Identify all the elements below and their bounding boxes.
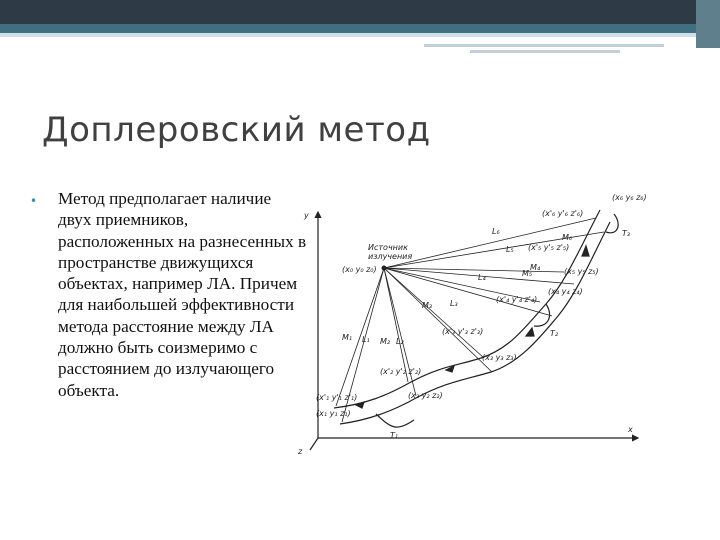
ray-label: M₁ xyxy=(342,333,353,342)
ray-label: M₂ xyxy=(380,337,391,346)
ray-label: L₅ xyxy=(506,245,514,254)
ray-label: L₃ xyxy=(450,299,458,308)
ray-label: M₄ xyxy=(530,263,541,272)
slide-title: Доплеровский метод xyxy=(42,110,431,150)
point-label: (x₆ y₆ z₆) xyxy=(612,193,647,202)
header-accent-bar xyxy=(0,24,720,33)
t1-bracket xyxy=(376,414,414,427)
doppler-diagram xyxy=(296,176,686,458)
point-label: (x'₅ y'₅ z'₅) xyxy=(528,243,570,252)
point-label: (x₁ y₁ z₁) xyxy=(316,409,351,418)
ray-label: L₁ xyxy=(362,335,370,344)
bullet-icon: • xyxy=(30,194,38,208)
source-point xyxy=(382,266,387,271)
point-label: (x'₆ y'₆ z'₆) xyxy=(542,209,584,218)
axis-z-label: z xyxy=(298,447,303,456)
point-label: (x'₁ y'₁ z'₁) xyxy=(316,393,358,402)
bullet-text: Метод предполагает наличие двух приемников, расположенных на разнесенных в пространстве движущихся объектах, например ЛА. Причем для наибольшей эффективности метода расстояние между ЛА должно быть соизмеримо с расстоянием до излучающего объекта. xyxy=(58,189,307,400)
period-label: T₂ xyxy=(550,329,559,338)
z-axis xyxy=(310,438,318,450)
ray-label: L₆ xyxy=(492,227,500,236)
point-label: (x₅ y₅ z₅) xyxy=(564,267,599,276)
point-label: (x₂ y₂ z₂) xyxy=(408,391,443,400)
point-label: (x₃ y₃ z₃) xyxy=(482,353,517,362)
ray-label: L₄ xyxy=(478,273,486,282)
source-coords: (x₀ y₀ z₀) xyxy=(342,265,377,274)
point-label: (x'₂ y'₂ z'₂) xyxy=(380,367,422,376)
t3-bracket xyxy=(606,214,618,233)
point-label: (x'₃ y'₃ z'₃) xyxy=(442,327,484,336)
point-label: (x'₄ y'₄ z'₄) xyxy=(496,295,538,304)
decor-line xyxy=(424,44,664,47)
ray-label: M₃ xyxy=(422,301,433,310)
point-label: (x₄ y₄ z₄) xyxy=(548,287,583,296)
source-label-2: излучения xyxy=(368,252,413,261)
ray-label: M₅ xyxy=(522,269,533,278)
decor-line xyxy=(470,50,620,53)
source-label-1: Источник xyxy=(368,243,408,252)
axis-y-label: y xyxy=(304,211,309,220)
corner-decoration xyxy=(696,0,720,48)
period-label: T₃ xyxy=(622,229,631,238)
ray-label: L₂ xyxy=(396,337,404,346)
ray-label: M₆ xyxy=(562,233,573,242)
axis-x-label: x xyxy=(628,425,633,434)
header-bar xyxy=(0,0,720,24)
period-label: T₁ xyxy=(390,431,399,440)
header-light-bar xyxy=(0,33,720,37)
